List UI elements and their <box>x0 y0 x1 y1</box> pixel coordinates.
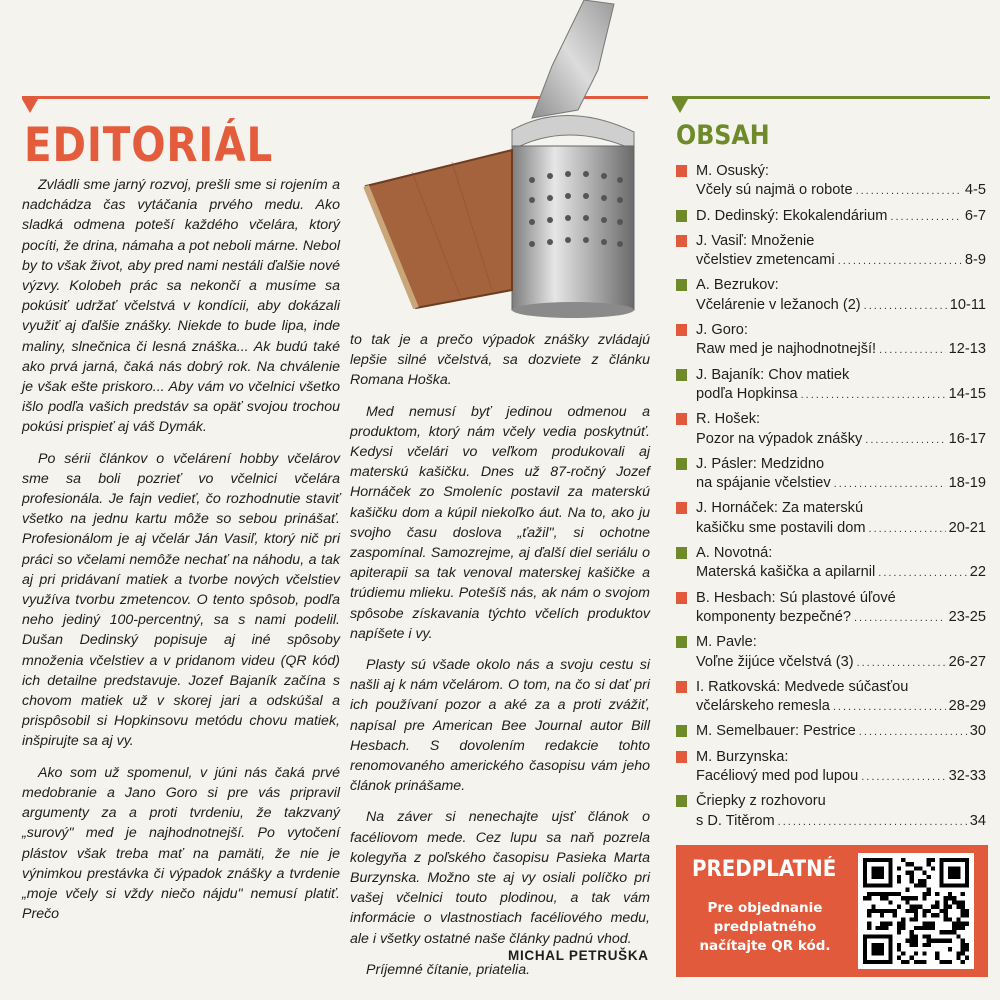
toc-entry-text: M. Pavle: <box>696 634 757 651</box>
toc-entry-text: J. Vasiľ: Množenie <box>696 232 815 249</box>
contents-rule-tab <box>672 99 688 113</box>
toc-entry-text: R. Hošek: <box>696 411 761 428</box>
editorial-paragraph: Po sérii článkov o včelárení hobby včelárov sme sa boli pozrieť vo včelnici včelára profesionála. Je fajn vedieť, čo rozhodnutie staviť všetko na jednu kartu môže so sebou prinášať. Profesionálom je aj včelár Ján Vasiľ, ktorý nič pri práci so včelami nemôže nechať na náhodu, a tak aj pri pridávaní matiek a tvorbe nových včelstiev využíva tvorbu zmetencov. O tento spôsob, podľa neho jediný 100-percentný, sa s nami podelil. Dušan Dedinský popisuje aj iné spôsoby množenia včelstiev a v pridanom videu (QR kód) ich detailne predstavuje. Jozef Bajaník začína s chovom matiek už v skorej jari a odskúšal a prispôsobil si Hopkinsovu metódu chovu matiek, inšpirujte sa aj vy. <box>22 450 340 750</box>
toc-leader-dots <box>890 208 961 227</box>
toc-entry-text: M. Semelbauer: Pestrice <box>696 723 856 740</box>
toc-leader-dots <box>833 698 946 717</box>
bullet-square-icon <box>676 795 687 807</box>
editorial-paragraph: Plasty sú všade okolo nás a svoju cestu si našli aj k nám včelárom. O tom, na čo si dať pri ich používaní pozor a aké za a proti zvážiť, napísal pre American Bee Journal autor Bill Hesbach. S dovolením redakcie tohto renomovaného amerického časopisu vám jeho článok prinášame. <box>350 657 650 795</box>
table-of-contents <box>676 162 986 837</box>
toc-entry-line <box>696 697 986 717</box>
bullet-square-icon <box>676 165 687 177</box>
editorial-paragraph: Na záver si nenechajte ujsť článok o facéliovom mede. Cez lupu sa naň pozrela kolegyňa z poľského časopisu Pasieka Marta Burzynska. Možno ste aj vy osiali políčko pri vašej včelnici touto plodinou, a tak vám informácie o vlastnostiach facéliového medu, ale i všetky ostatné naše články padnú vhod. <box>350 809 650 947</box>
bullet-square-icon <box>676 324 687 336</box>
toc-leader-dots <box>879 341 946 360</box>
toc-page-number: 22 <box>969 564 986 581</box>
toc-entry-text: podľa Hopkinsa <box>696 385 798 402</box>
toc-entry-text: J. Goro: <box>696 322 748 339</box>
toc-entry-line <box>696 232 986 251</box>
toc-entry-line <box>696 519 986 539</box>
toc-page-number: 16-17 <box>948 430 986 447</box>
toc-entry[interactable] <box>676 232 986 272</box>
toc-entry-line <box>696 385 986 405</box>
toc-entry-line <box>696 181 986 201</box>
toc-entry-text: I. Ratkovská: Medvede súčasťou <box>696 678 909 695</box>
toc-entry[interactable] <box>676 499 986 539</box>
toc-entry-line <box>696 455 986 474</box>
bullet-square-icon <box>676 279 687 291</box>
toc-entry-text: Včely sú najmä o robote <box>696 182 853 199</box>
editorial-paragraph: Zvládli sme jarný rozvoj, prešli sme si rojením a nadchádza čas vytáčania prvého medu. Ako sladká odmena poteší každého včelára, ktorý pocíti, že drina, námaha a pot neboli márne. Nebol by to však život, aby pred nami nestáli ďalšie nové výzvy. Kolobeh prác sa nekončí a musíme sa pokúsiť udržať včelstvá v kondícii, aby dokázali využiť aj ďalšie znášky. Niekde to bude lipa, inde maliny, slnečnica či lesná znáška... Ak budú také ako prvá jarná, čaká nás dobrý rok. Na chválenie je však ešte priskoro... Aby vám vo včelnici všetko išlo podľa vašich predstáv sa opäť svojou trochou pokúsi prispieť aj váš Dymák. <box>22 177 340 436</box>
toc-entry-line <box>696 792 986 811</box>
toc-entry[interactable] <box>676 410 986 450</box>
bullet-square-icon <box>676 592 687 604</box>
toc-entry-text: kašičku sme postavili dom <box>696 519 866 536</box>
toc-leader-dots <box>834 475 946 494</box>
toc-entry-text: J. Pásler: Medzidno <box>696 455 825 472</box>
toc-entry-line <box>696 608 986 628</box>
toc-entry-line <box>696 410 986 429</box>
toc-entry-line <box>696 499 986 518</box>
toc-entry-line <box>696 812 986 832</box>
toc-leader-dots <box>859 723 967 742</box>
toc-page-number: 8-9 <box>964 252 986 269</box>
toc-entry-text: Čriepky z rozhovoru <box>696 793 826 810</box>
toc-entry-text: Pozor na výpadok znášky <box>696 430 863 447</box>
toc-entry-line <box>696 296 986 316</box>
toc-entry[interactable] <box>676 455 986 495</box>
toc-entry-text: Raw med je najhodnotnejší! <box>696 341 877 358</box>
toc-entry-text: Materská kašička a apilarnil <box>696 564 876 581</box>
toc-entry-text: komponenty bezpečné? <box>696 608 851 625</box>
qr-code[interactable] <box>858 853 974 969</box>
toc-leader-dots <box>864 297 947 316</box>
toc-entry-text: na spájanie včelstiev <box>696 475 831 492</box>
toc-page-number: 30 <box>969 723 986 740</box>
toc-entry-text: Včelárenie v ležanoch (2) <box>696 296 861 313</box>
toc-page-number: 34 <box>969 812 986 829</box>
subscription-text: Pre objednanie predplatného načítajte QR kód. <box>699 900 831 954</box>
toc-page-number: 12-13 <box>948 341 986 358</box>
toc-leader-dots <box>778 813 967 832</box>
toc-leader-dots <box>878 564 967 583</box>
toc-entry-line <box>696 474 986 494</box>
editorial-paragraph: to tak je a prečo výpadok znášky zvládajú lepšie silné včelstvá, sa dozviete z článku Romana Hoška. <box>350 332 650 389</box>
bullet-square-icon <box>676 458 687 470</box>
toc-entry[interactable] <box>676 207 986 227</box>
bullet-square-icon <box>676 547 687 559</box>
toc-leader-dots <box>869 520 946 539</box>
toc-entry-line <box>696 207 986 227</box>
toc-page-number: 14-15 <box>948 385 986 402</box>
bullet-square-icon <box>676 751 687 763</box>
bullet-square-icon <box>676 235 687 247</box>
toc-entry-line <box>696 544 986 563</box>
toc-page-number: 10-11 <box>949 296 986 313</box>
bee-smoker-image <box>352 0 652 322</box>
toc-entry-line <box>696 430 986 450</box>
toc-leader-dots <box>854 609 946 628</box>
toc-leader-dots <box>856 182 962 201</box>
toc-entry-line <box>696 589 986 608</box>
toc-entry-line <box>696 251 986 271</box>
contents-rule <box>672 96 990 99</box>
toc-entry-line <box>696 748 986 767</box>
editor-signature: MICHAL PETRUŠKA <box>508 948 649 963</box>
qr-code-icon <box>863 858 969 964</box>
toc-entry-line <box>696 340 986 360</box>
toc-entry-line <box>696 653 986 673</box>
toc-entry-line <box>696 276 986 295</box>
toc-page-number: 18-19 <box>948 475 986 492</box>
toc-entry[interactable] <box>676 544 986 584</box>
toc-entry[interactable] <box>676 678 986 718</box>
toc-page-number: 32-33 <box>948 768 986 785</box>
editorial-column-2 <box>350 330 650 991</box>
editorial-paragraph: Ako som už spomenul, v júni nás čaká prvé medobranie a Jano Goro si pre vás pripravil argumenty za a proti tvrdeniu, že takzvaný „surový" med je najhodnotnejší. Po vytočení plástov však treba mať na pamäti, že nie je výnimkou prestávka či výpadok znášky a tvrdenie „moje včely si vždy niečo nájdu" nemusí platiť. Prečo <box>22 764 340 923</box>
toc-entry-text: Voľne žijúce včelstvá (3) <box>696 653 854 670</box>
toc-entry-text: s D. Titěrom <box>696 812 775 829</box>
editorial-column-1 <box>22 175 340 935</box>
toc-page-number: 20-21 <box>948 519 986 536</box>
toc-entry-text: včelárskeho remesla <box>696 698 830 715</box>
toc-entry-text: M. Osuský: <box>696 163 769 179</box>
toc-entry[interactable] <box>676 792 986 832</box>
toc-page-number: 6-7 <box>964 207 986 224</box>
toc-entry-text: D. Dedinský: Ekokalendárium <box>696 207 888 224</box>
toc-page-number: 4-5 <box>964 182 986 199</box>
toc-entry-text: J. Hornáček: Za materskú <box>696 500 864 517</box>
toc-entry-text: J. Bajaník: Chov matiek <box>696 366 850 383</box>
bullet-square-icon <box>676 369 687 381</box>
toc-entry[interactable] <box>676 162 986 202</box>
toc-entry-text: B. Hesbach: Sú plastové úľové <box>696 589 896 606</box>
toc-entry-line <box>696 162 986 181</box>
toc-page-number: 23-25 <box>948 608 986 625</box>
bullet-square-icon <box>676 681 687 693</box>
toc-leader-dots <box>861 768 945 787</box>
toc-page-number: 26-27 <box>948 653 986 670</box>
toc-entry[interactable] <box>676 276 986 316</box>
toc-entry-line <box>696 767 986 787</box>
toc-entry-line <box>696 366 986 385</box>
toc-entry-text: A. Novotná: <box>696 545 773 562</box>
toc-entry-text: M. Burzynska: <box>696 748 789 765</box>
toc-entry[interactable] <box>676 633 986 673</box>
toc-entry-line <box>696 633 986 652</box>
editorial-paragraph: Med nemusí byť jedinou odmenou a produktom, ktorý nám včely vedia poskytnúť. Kedysi včelári vo veľkom produkovali aj materskú kašičku. Dnes už 87-ročný Jozef Hornáček zo Smoleníc postavil za materskú kašičku dom a kúpil niekoľko áut. Na to, ako ju svojho času doslova „ťažil", si ochotne zaspomínal. Samozrejme, aj ďalší diel seriálu o apiterapii sa tak venoval materskej kašičke a trúdiemu mlieku. Potešíš nás, ak nám o svojom spôsobe získavania týchto včelích produktov napíšete i vy. <box>350 403 650 642</box>
toc-entry-line <box>696 563 986 583</box>
contents-title: OBSAH <box>676 120 770 151</box>
bullet-square-icon <box>676 725 687 737</box>
toc-leader-dots <box>801 386 946 405</box>
toc-entry[interactable] <box>676 589 986 629</box>
bullet-square-icon <box>676 210 687 222</box>
toc-entry[interactable] <box>676 748 986 788</box>
toc-leader-dots <box>857 654 946 673</box>
editorial-closing: Príjemné čítanie, priatelia. <box>366 961 531 978</box>
toc-entry[interactable] <box>676 366 986 406</box>
editorial-rule-tab <box>22 99 38 113</box>
editorial-title: EDITORIÁL <box>24 118 274 173</box>
toc-entry-line <box>696 722 986 742</box>
toc-entry[interactable] <box>676 722 986 742</box>
toc-entry-text: včelstiev zmetencami <box>696 252 835 269</box>
toc-entry-text: A. Bezrukov: <box>696 277 779 294</box>
bullet-square-icon <box>676 636 687 648</box>
bullet-square-icon <box>676 413 687 425</box>
toc-entry-line <box>696 321 986 340</box>
subscription-box <box>676 845 988 977</box>
subscription-title: PREDPLATNÉ <box>692 857 837 882</box>
toc-entry[interactable] <box>676 321 986 361</box>
toc-leader-dots <box>865 431 945 450</box>
toc-entry-line <box>696 678 986 697</box>
toc-entry-text: Facéliový med pod lupou <box>696 768 859 785</box>
bullet-square-icon <box>676 502 687 514</box>
toc-page-number: 28-29 <box>948 698 986 715</box>
toc-leader-dots <box>838 252 962 271</box>
